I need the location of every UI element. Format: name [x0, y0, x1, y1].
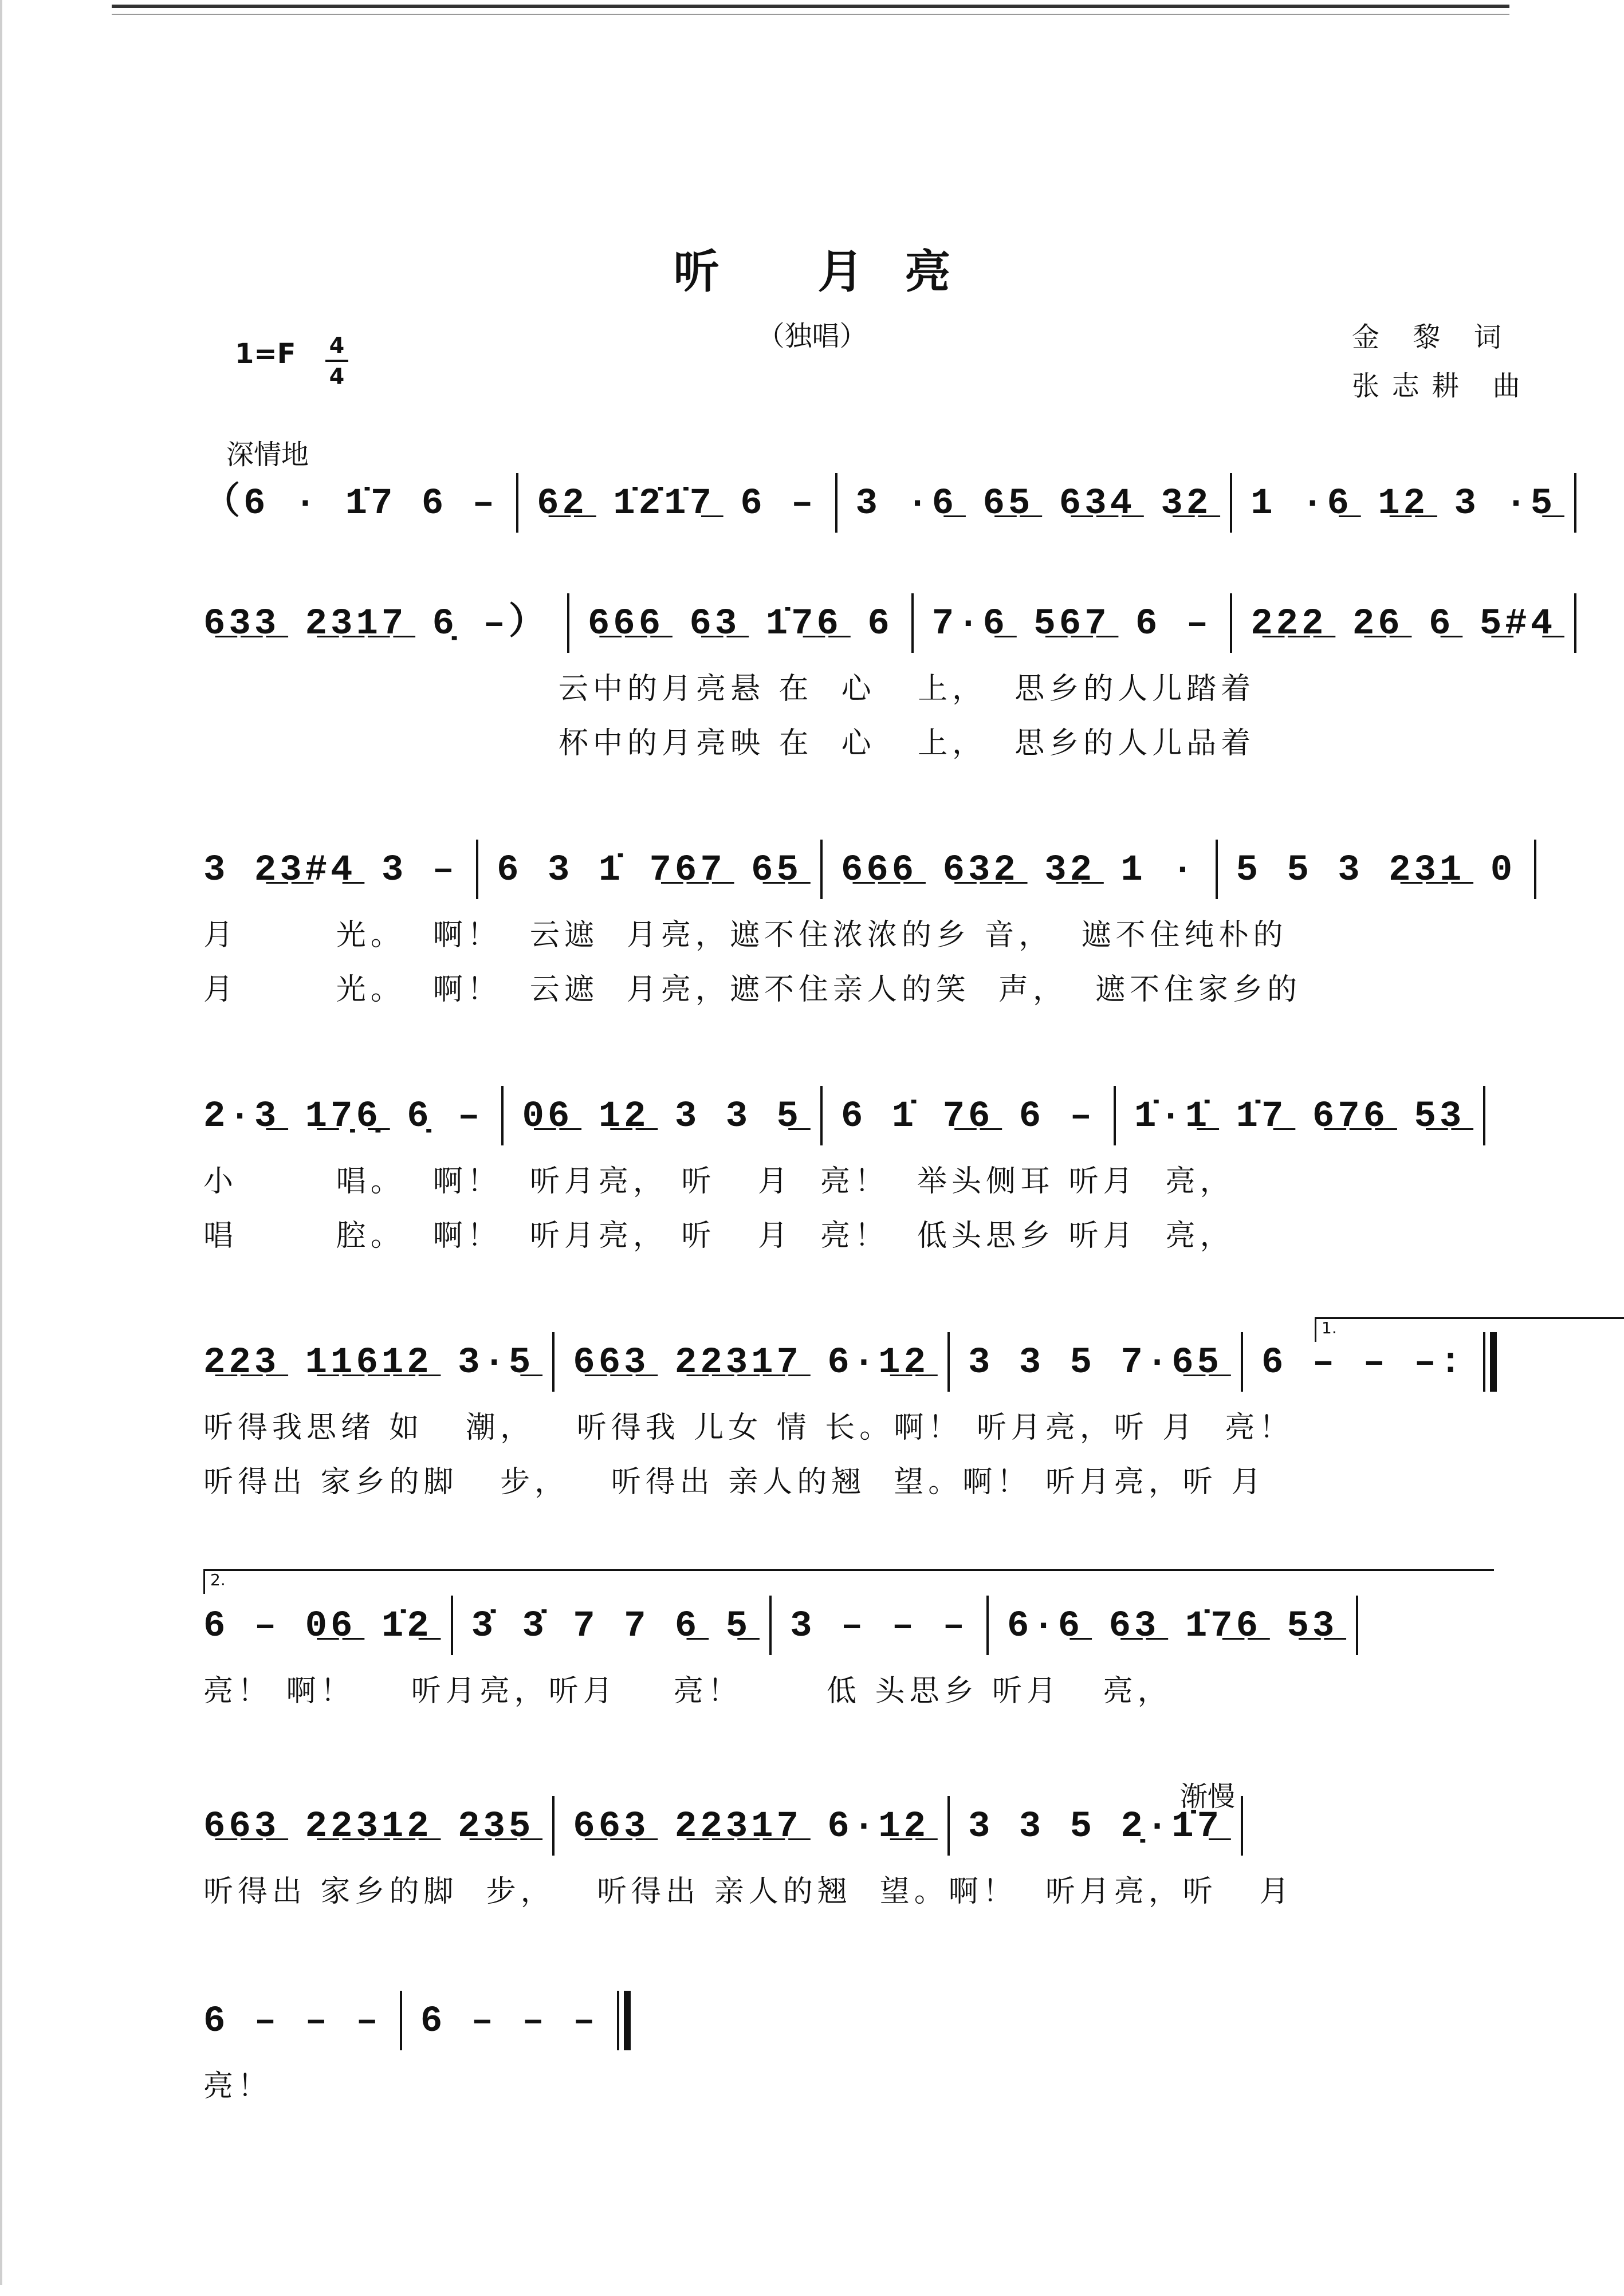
measure: 3 3 5 7·6̲5̲ [968, 1342, 1223, 1384]
barline [1534, 840, 1536, 899]
notes-row [203, 596, 1556, 653]
volta-1-label: 1. [1322, 1318, 1337, 1337]
final-barline-thin [617, 1991, 619, 2050]
time-signature-bottom: 4 [329, 364, 345, 389]
song-subtitle: （独唱） [757, 320, 867, 352]
measure: （6 · 1̇7 6 – [203, 483, 498, 525]
measure: 6 1̇ 7̲6̲ 6 – [840, 1096, 1095, 1137]
barline [1356, 1596, 1358, 1655]
barline [1114, 1086, 1116, 1145]
measure: 6·6̲ 6̲3̲ 1̇7̲6̲ 5̲3̲ [1006, 1606, 1338, 1647]
time-signature [325, 332, 348, 389]
measure: 3 – – – [790, 1606, 968, 1647]
measure: 3 ·6̲ 6̲5̲ 6̲3̲4̲ 3̲2̲ [855, 483, 1212, 525]
key-signature: 1=F [235, 338, 296, 370]
measure: 7·6̲ 5̲6̲7̲ 6 – [931, 604, 1212, 645]
composer-credit: 张志耕 曲 [1352, 370, 1533, 402]
measure: 6 – – –: [1261, 1342, 1465, 1384]
measure: 0̲6̲ 1̲2̲ 3 3 5̲ [522, 1096, 802, 1137]
barline [552, 1796, 555, 1856]
score-row-7 [203, 1798, 1492, 1982]
barline [400, 1991, 402, 2050]
top-rule-thin [112, 14, 1509, 15]
lyrics-verse-1: 小 唱。 啊！ 听月亮， 听 月 亮！ 举头侧耳 听月 亮， [203, 1164, 1234, 1199]
lyricist-credit: 金 黎 词 [1352, 321, 1514, 353]
time-signature-top: 4 [329, 333, 345, 358]
top-rule [112, 5, 1509, 8]
measure: 6̲6̲3̲ 2̲2̲3̲1̲7̲ 6·1̲2̲ [573, 1342, 929, 1384]
barline [911, 593, 914, 653]
measure: 1 ·6̲ 1̲2̲ 3 ·5̲ [1251, 483, 1556, 525]
measure: 6 – – – [203, 2001, 382, 2042]
expression-mark: 深情地 [226, 439, 309, 471]
barline [1574, 473, 1576, 533]
song-title: 听 月亮 [673, 245, 992, 298]
barline [947, 1332, 950, 1392]
measure: 6̲6̲6̲ 6̲3̲ 1̇7̲6̲ 6 [587, 604, 893, 645]
barline [501, 1086, 504, 1145]
barline [1216, 840, 1218, 899]
lyrics-verse-1: 亮！ [203, 2069, 273, 2104]
barline [769, 1596, 772, 1655]
measure: 6̲2̲ 1̇2̇1̇7̲ 6 – [537, 483, 817, 525]
barline [1574, 593, 1576, 653]
barline [986, 1596, 989, 1655]
score-row-2 [203, 596, 1556, 779]
barline [451, 1596, 453, 1655]
notes-row [203, 1993, 1492, 2050]
measure: 2̲2̲3̲ 1̲1̲6̲1̲2̲ 3·5̲ [203, 1342, 534, 1384]
measure: 1̇·1̲̇ 1̇7̲ 6̲7̲6̲ 5̲3̲ [1134, 1096, 1465, 1137]
score-row-3 [203, 842, 1516, 1025]
measure: 3̇ 3̇ 7 7 6̲ 5̲ [471, 1606, 752, 1647]
lyrics-verse-1: 月 光。 啊！ 云遮 月亮，遮不住浓浓的乡 音， 遮不住纯朴的 [203, 918, 1288, 952]
lyrics-verse-1: 云中的月亮悬 在 心 上， 思乡的人儿踏着 [559, 672, 1256, 706]
barline [1230, 473, 1232, 533]
measure: 6̲6̲3̲ 2̲2̲3̲1̲7̲ 6·1̲2̲ [573, 1806, 929, 1848]
score-row-6 [203, 1570, 1492, 1781]
measure: 2̲2̲2̲ 2̲6̲ 6̲ 5̲#4̲ [1251, 604, 1556, 645]
barline [1230, 593, 1232, 653]
notes-row [203, 1088, 1492, 1145]
repeat-barline-thick [1490, 1332, 1497, 1392]
final-barline-thick [624, 1991, 631, 2050]
tempo-mark: 渐慢 [1180, 1781, 1236, 1813]
barline [1241, 1332, 1243, 1392]
lyrics-verse-2: 月 光。 啊！ 云遮 月亮，遮不住亲人的笑 声， 遮不住家乡的 [203, 972, 1301, 1007]
lyrics-verse-2: 唱 腔。 啊！ 听月亮， 听 月 亮！ 低头思乡 听月 亮， [203, 1219, 1234, 1253]
notes-row [203, 1598, 1492, 1655]
notes-row [203, 1798, 1492, 1856]
measure: 6̲6̲3̲ 2̲2̲3̲1̲2̲ 2̲3̲5̲ [203, 1806, 534, 1848]
barline [1241, 1796, 1243, 1856]
notes-row [203, 842, 1516, 899]
notes-row [203, 1334, 1492, 1392]
barline [1483, 1086, 1485, 1145]
barline [476, 840, 478, 899]
measure: 6 – 0̲6̲ 1̇2̲ [203, 1606, 432, 1647]
score-row-8 [203, 1993, 1492, 2176]
barline [820, 840, 823, 899]
lyrics-verse-1: 听得我思绪 如 潮， 听得我 儿女 情 长。啊！ 听月亮，听 月 亮！ [203, 1411, 1294, 1445]
lyrics-verse-1: 听得出 家乡的脚 步， 听得出 亲人的翘 望。啊！ 听月亮，听 月 [203, 1874, 1294, 1909]
volta-2-bracket [203, 1569, 1494, 1594]
barline [567, 593, 569, 653]
measure: 5 5 3 2̲3̲1̲ 0 [1236, 850, 1516, 891]
measure: 3 2̲3̲#4̲ 3 – [203, 850, 458, 891]
barline [835, 473, 837, 533]
measure: 6̲6̲6̲ 6̲3̲2̲ 3̲2̲ 1 · [840, 850, 1197, 891]
measure: 6 – – – [420, 2001, 599, 2042]
barline [947, 1796, 950, 1856]
lyrics-verse-2: 听得出 家乡的脚 步， 听得出 亲人的翘 望。啊！ 听月亮，听 月 [203, 1465, 1266, 1499]
score-row-5 [203, 1318, 1492, 1518]
time-signature-divider [325, 360, 348, 362]
volta-2-label: 2. [210, 1570, 226, 1589]
notes-row [203, 475, 1556, 533]
barline [552, 1332, 555, 1392]
measure: 3 3 5 2̣·1̇7̲ [968, 1806, 1223, 1848]
measure: 6 3 1̇ 7̲6̲7̲ 6̲5̲ [497, 850, 802, 891]
repeat-barline-thin [1483, 1332, 1485, 1392]
lyrics-verse-1: 亮！ 啊！ 听月亮，听月 亮！ 低 头思乡 听月 亮， [203, 1674, 1172, 1708]
measure: 2·3̲ 1̲7̣6̣̲ 6̣ – [203, 1096, 483, 1137]
lyrics-verse-2: 杯中的月亮映 在 心 上， 思乡的人儿品着 [559, 726, 1256, 761]
score-row-4 [203, 1088, 1492, 1271]
barline [820, 1086, 823, 1145]
barline [516, 473, 518, 533]
measure: 6̲3̲3̲ 2̲3̲1̲7̲ 6̣ –） [203, 604, 549, 645]
